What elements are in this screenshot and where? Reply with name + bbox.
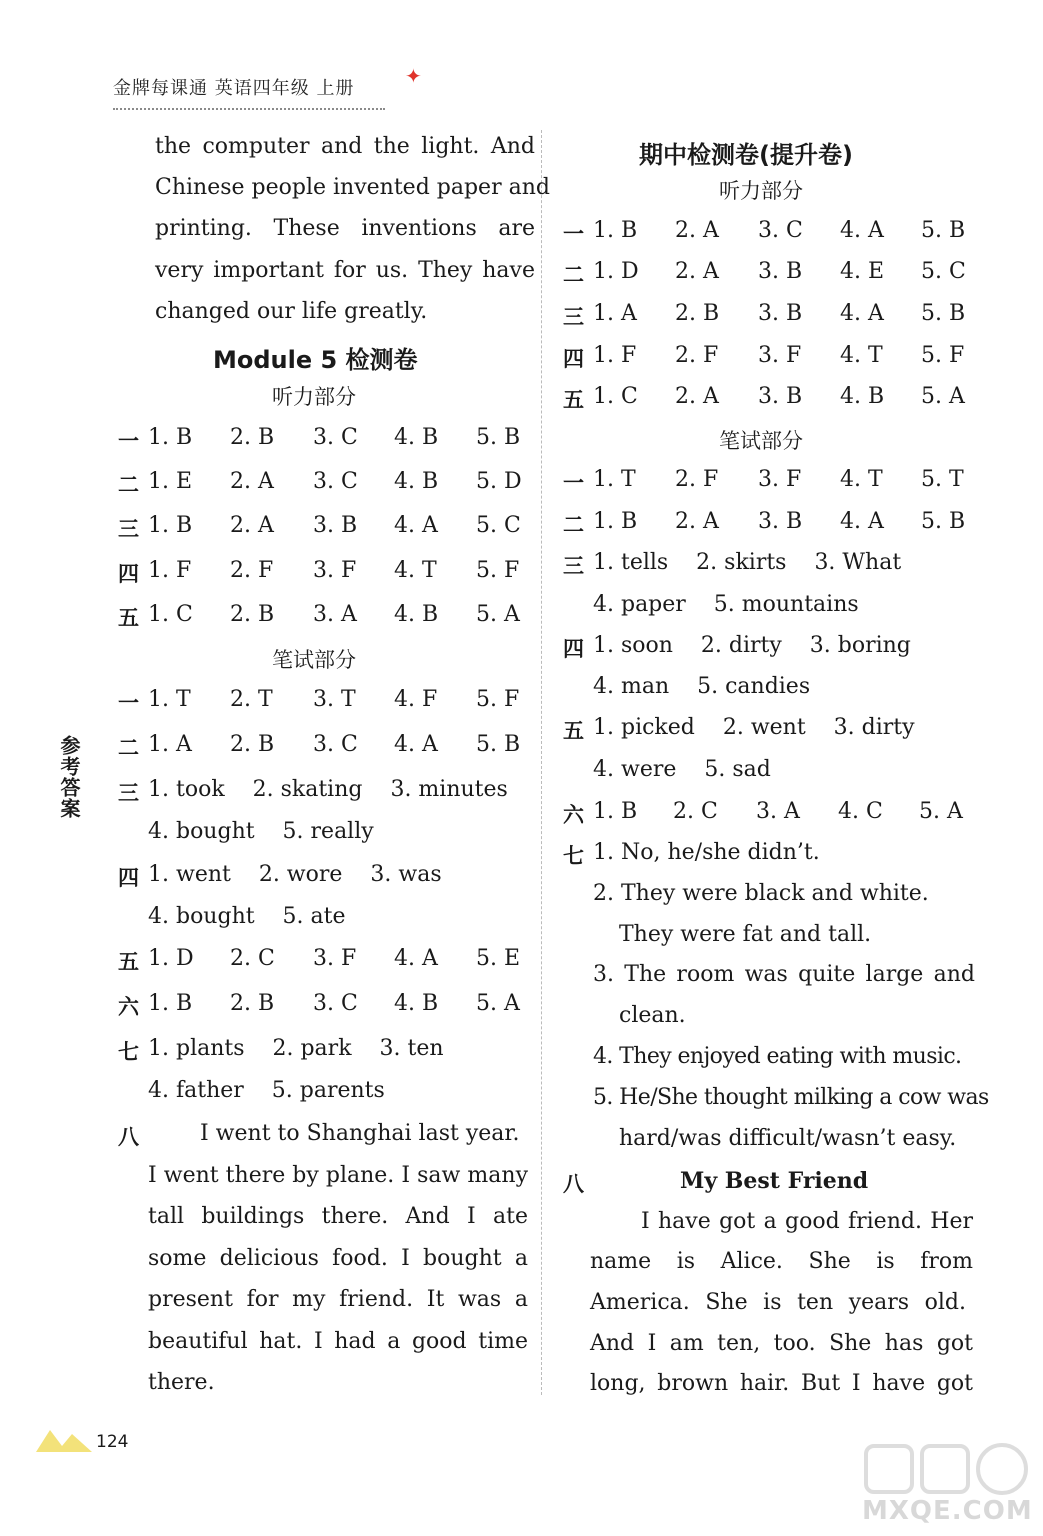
essay-line: some delicious food. I bought a (148, 1246, 528, 1271)
answer-line: 4. paper 5. mountains (593, 592, 859, 617)
answer: 1. B (148, 425, 193, 450)
answer: 5. F (476, 558, 520, 583)
answer: 1. E (148, 469, 193, 494)
answer: 4. E (840, 259, 885, 284)
essay-line: name is Alice. She is from (590, 1249, 973, 1274)
answer: 4. T (394, 558, 437, 583)
answer: 3. F (313, 558, 357, 583)
answer: 1. B (593, 218, 638, 243)
answer: 5. B (921, 509, 966, 534)
answer: 2. B (230, 425, 275, 450)
question-number: 四 (563, 347, 584, 371)
answer: 2. A (675, 509, 719, 534)
answer: 3. C (313, 425, 358, 450)
answer: 1. B (593, 509, 638, 534)
intro-line: changed our life greatly. (155, 299, 428, 324)
answer: 1. F (148, 558, 192, 583)
question-number: 四 (118, 562, 139, 586)
answer: 4. A (394, 513, 438, 538)
answer-line: 1. took 2. skating 3. minutes (148, 777, 508, 802)
answer: 2. A (675, 384, 719, 409)
answer: 5. F (921, 343, 965, 368)
answer: 5. A (919, 799, 963, 824)
essay-line: I have got a good friend. Her (641, 1209, 973, 1234)
answer-line: 1. tells 2. skirts 3. What (593, 550, 902, 575)
answer: 1. D (148, 946, 194, 971)
question-number: 三 (563, 554, 584, 578)
answer: 4. F (394, 687, 438, 712)
question-number: 八 (563, 1172, 584, 1196)
star-icon: ✦ (405, 64, 422, 88)
answer: 3. C (313, 469, 358, 494)
answer: 1. D (593, 259, 639, 284)
answer: 1. C (593, 384, 638, 409)
answer: 4. T (840, 343, 883, 368)
question-number: 三 (563, 305, 584, 329)
answer: 1. B (148, 513, 193, 538)
answer: 2. B (230, 991, 275, 1016)
answer: 2. T (230, 687, 273, 712)
intro-line: Chinese people invented paper and (155, 175, 550, 200)
answer: 1. B (148, 991, 193, 1016)
listening-heading: 听力部分 (272, 385, 356, 409)
side-label: 参考答案 (57, 735, 81, 819)
question-number: 一 (563, 471, 584, 495)
answer-line: 3. The room was quite large and (593, 962, 975, 987)
watermark-text: MXQE.COM (862, 1496, 1033, 1526)
question-number: 一 (563, 222, 584, 246)
answer: 4. C (838, 799, 883, 824)
answer-line: clean. (619, 1003, 686, 1028)
question-number: 三 (118, 517, 139, 541)
answer-line: 4. bought 5. ate (148, 904, 346, 929)
answer: 2. C (230, 946, 275, 971)
answer-line: 4. man 5. candies (593, 674, 811, 699)
answer-line: 1. soon 2. dirty 3. boring (593, 633, 911, 658)
answer: 3. A (313, 602, 357, 627)
question-number: 五 (563, 719, 584, 743)
writing-heading: 笔试部分 (272, 648, 356, 672)
answer-line: 4. father 5. parents (148, 1078, 385, 1103)
intro-line: very important for us. They have (155, 258, 535, 283)
question-number: 六 (118, 995, 139, 1019)
answer-line: They were fat and tall. (619, 922, 872, 947)
answer-line: hard/was difficult/wasn’t easy. (619, 1126, 957, 1151)
hills-decoration-icon (36, 1424, 92, 1452)
answer: 3. F (313, 946, 357, 971)
question-number: 二 (118, 473, 139, 497)
page-number: 124 (96, 1432, 129, 1452)
answer: 3. B (758, 301, 803, 326)
watermark (862, 1440, 1032, 1530)
answer: 2. F (675, 343, 719, 368)
answer: 4. B (394, 602, 439, 627)
answer: 3. T (313, 687, 356, 712)
essay-line: there. (148, 1370, 215, 1395)
answer: 4. B (394, 991, 439, 1016)
essay-line: present for my friend. It was a (148, 1287, 528, 1312)
question-number: 五 (118, 606, 139, 630)
answer: 3. B (313, 513, 358, 538)
answer: 4. B (840, 384, 885, 409)
answer: 3. B (758, 384, 803, 409)
answer: 1. T (148, 687, 191, 712)
header-title: 金牌每课通 英语四年级 上册 (113, 78, 355, 99)
essay-line: I went there by plane. I saw many (148, 1163, 528, 1188)
intro-line: printing. These inventions are (155, 216, 535, 241)
answer: 5. D (476, 469, 522, 494)
essay-line: long, brown hair. But I have got (590, 1371, 973, 1396)
question-number: 四 (118, 866, 139, 890)
answer: 2. B (230, 602, 275, 627)
answer: 1. F (593, 343, 637, 368)
answer-line: 1. No, he/she didn’t. (593, 840, 820, 865)
answer: 3. C (313, 991, 358, 1016)
answer-line: 2. They were black and white. (593, 881, 929, 906)
answer: 3. C (758, 218, 803, 243)
answer: 3. B (758, 509, 803, 534)
question-number: 二 (118, 736, 139, 760)
answer: 5. A (476, 991, 520, 1016)
answer: 3. A (756, 799, 800, 824)
answer: 4. A (394, 732, 438, 757)
answer: 4. A (840, 218, 884, 243)
answer: 3. F (758, 343, 802, 368)
answer-line: 1. plants 2. park 3. ten (148, 1036, 444, 1061)
question-number: 七 (563, 844, 584, 868)
answer-line: 4. bought 5. really (148, 819, 374, 844)
answer: 1. C (148, 602, 193, 627)
watermark-logo-icon (862, 1440, 1032, 1496)
question-number: 二 (563, 513, 584, 537)
question-number: 六 (563, 803, 584, 827)
answer-line: 1. went 2. wore 3. was (148, 862, 442, 887)
answer: 4. B (394, 469, 439, 494)
answer: 4. A (394, 946, 438, 971)
question-number: 二 (563, 263, 584, 287)
answer: 5. C (921, 259, 966, 284)
question-number: 五 (118, 950, 139, 974)
writing-heading: 笔试部分 (719, 429, 803, 453)
answer: 2. A (230, 469, 274, 494)
question-number: 三 (118, 781, 139, 805)
question-number: 八 (118, 1125, 139, 1149)
answer: 5. B (921, 301, 966, 326)
section-title: 期中检测卷(提升卷) (639, 141, 853, 169)
essay-title: My Best Friend (680, 1168, 869, 1194)
answer: 2. A (230, 513, 274, 538)
answer-line: 5. He/She thought milking a cow was (593, 1085, 989, 1110)
header-divider (113, 108, 385, 110)
essay-line: beautiful hat. I had a good time (148, 1329, 528, 1354)
answer: 4. B (394, 425, 439, 450)
answer: 2. F (230, 558, 274, 583)
question-number: 四 (563, 637, 584, 661)
intro-line: the computer and the light. And (155, 134, 535, 159)
answer: 5. B (476, 425, 521, 450)
column-divider (541, 130, 542, 1395)
answer-line: 4. were 5. sad (593, 757, 771, 782)
essay-line: I went to Shanghai last year. (200, 1121, 520, 1146)
answer: 2. A (675, 218, 719, 243)
question-number: 一 (118, 429, 139, 453)
answer: 4. T (840, 467, 883, 492)
answer: 4. A (840, 301, 884, 326)
answer: 5. A (476, 602, 520, 627)
answer: 5. E (476, 946, 521, 971)
essay-line: tall buildings there. And I ate (148, 1204, 528, 1229)
answer: 5. A (921, 384, 965, 409)
answer: 3. C (313, 732, 358, 757)
answer: 4. A (840, 509, 884, 534)
answer: 3. B (758, 259, 803, 284)
answer: 5. B (921, 218, 966, 243)
essay-line: America. She is ten years old. (590, 1290, 966, 1315)
answer: 5. B (476, 732, 521, 757)
answer: 2. B (230, 732, 275, 757)
essay-line: And I am ten, too. She has got (590, 1331, 973, 1356)
answer: 3. F (758, 467, 802, 492)
question-number: 五 (563, 388, 584, 412)
answer: 1. A (148, 732, 192, 757)
answer: 2. A (675, 259, 719, 284)
answer-line: 1. picked 2. went 3. dirty (593, 715, 915, 740)
answer: 5. F (476, 687, 520, 712)
answer: 1. B (593, 799, 638, 824)
answer: 2. F (675, 467, 719, 492)
answer: 1. T (593, 467, 636, 492)
answer: 1. A (593, 301, 637, 326)
question-number: 一 (118, 691, 139, 715)
answer: 2. C (673, 799, 718, 824)
question-number: 七 (118, 1040, 139, 1064)
answer: 5. T (921, 467, 964, 492)
listening-heading: 听力部分 (719, 179, 803, 203)
answer: 2. B (675, 301, 720, 326)
answer: 5. C (476, 513, 521, 538)
answer-line: 4. They enjoyed eating with music. (593, 1044, 962, 1069)
section-title: Module 5 检测卷 (213, 346, 418, 374)
